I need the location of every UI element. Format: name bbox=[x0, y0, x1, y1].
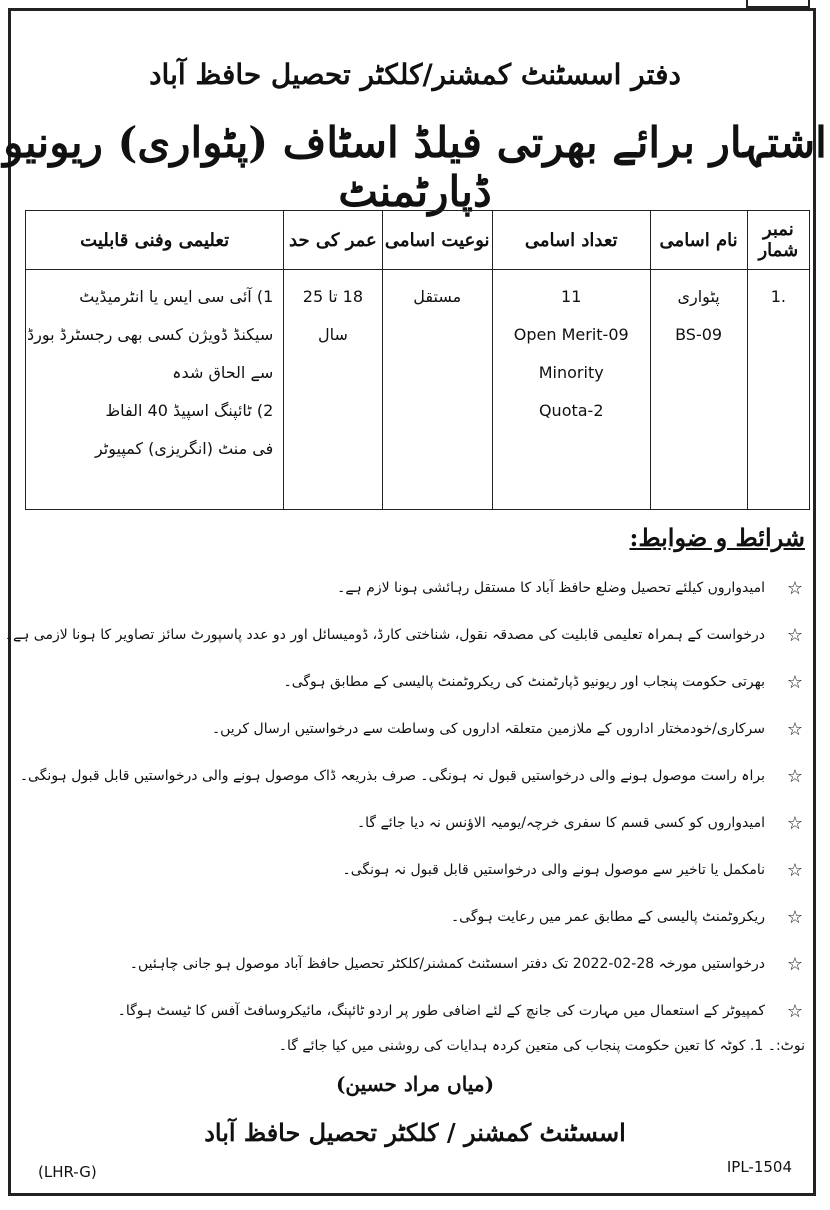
office-heading: دفتر اسسٹنٹ کمشنر/کلکٹر تحصیل حافظ آباد bbox=[149, 58, 681, 91]
header-serial: نمبر شمار bbox=[747, 211, 809, 270]
serial-number: 1. bbox=[770, 287, 786, 306]
header-count: تعداد اسامی bbox=[492, 211, 650, 270]
cell-qualification bbox=[26, 270, 284, 510]
qualification-line: 2) ٹائپنگ اسپیڈ 40 الفاظ bbox=[105, 401, 274, 420]
star-icon: ☆ bbox=[786, 907, 804, 928]
header-age: عمر کی حد bbox=[284, 211, 382, 270]
quota-note: نوٹ:۔ 1. کوٹہ کا تعین حکومت پنجاب کی متعین کردہ ہدایات کی روشنی میں کیا جائے گا۔ bbox=[278, 1038, 805, 1054]
qualification-line: سے الحاق شدہ bbox=[172, 363, 274, 382]
qualification-line: سیکنڈ ڈویژن کسی بھی رجسٹرڈ بورڈ bbox=[27, 325, 274, 344]
list-item bbox=[50, 706, 805, 753]
star-icon: ☆ bbox=[786, 860, 804, 881]
post-name: پٹواری bbox=[677, 287, 720, 306]
list-item bbox=[19, 753, 805, 800]
age-range: 18 تا 25 bbox=[302, 287, 364, 306]
list-item bbox=[50, 800, 805, 847]
header-qualification: تعلیمی وفنی قابلیت bbox=[26, 211, 284, 270]
table-header-row bbox=[26, 211, 810, 270]
condition-text: ریکروٹمنٹ پالیسی کے مطابق عمر میں رعایت ہوگی۔ bbox=[450, 909, 765, 925]
condition-text: امیدواروں کیلئے تحصیل وضلع حافظ آباد کا مستقل رہائشی ہونا لازم ہے۔ bbox=[337, 580, 765, 596]
star-icon: ☆ bbox=[786, 1001, 804, 1022]
post-count: 11 bbox=[561, 287, 582, 306]
signatory-name: (میاں مراد حسین) bbox=[335, 1072, 495, 1096]
star-icon: ☆ bbox=[786, 719, 804, 740]
post-nature: مستقل bbox=[413, 287, 462, 306]
minority-line-1: Minority bbox=[538, 363, 604, 382]
star-icon: ☆ bbox=[786, 954, 804, 975]
list-item bbox=[50, 988, 805, 1035]
header-nature: نوعیت اسامی bbox=[382, 211, 492, 270]
conditions-title: شرائط و ضوابط: bbox=[629, 523, 805, 552]
top-edge-tab bbox=[746, 0, 810, 8]
condition-text: درخواست کے ہمراہ تعلیمی قابلیت کی مصدقہ نقول، شناختی کارڈ، ڈومیسائل اور دو عدد پاسپورٹ سائز تصاویر کا ہونا لازمی ہے۔ bbox=[4, 627, 765, 643]
cell-count bbox=[492, 270, 650, 510]
condition-text: براہ راست موصول ہونے والی درخواستیں قبول نہ ہونگی۔ صرف بذریعہ ڈاک موصول ہونے والی درخواستیں قابل قبول ہونگی۔ bbox=[19, 768, 765, 784]
cell-nature bbox=[382, 270, 492, 510]
star-icon: ☆ bbox=[786, 672, 804, 693]
header-post-name: نام اسامی bbox=[650, 211, 747, 270]
condition-text: درخواستیں مورخہ 28-02-2022 تک دفتر اسسٹنٹ کمشنر/کلکٹر تحصیل حافظ آباد موصول ہو جانی چاہئیں۔ bbox=[129, 956, 765, 972]
condition-text: سرکاری/خودمختار اداروں کے ملازمین متعلقہ اداروں کی وساطت سے درخواستیں ارسال کریں۔ bbox=[211, 721, 765, 737]
minority-line-2: Quota-2 bbox=[538, 401, 604, 420]
cell-post-name bbox=[650, 270, 747, 510]
star-icon: ☆ bbox=[786, 578, 804, 599]
condition-text: بھرتی حکومت پنجاب اور ریونیو ڈپارٹمنٹ کی ریکروٹمنٹ پالیسی کے مطابق ہوگی۔ bbox=[283, 674, 765, 690]
star-icon: ☆ bbox=[786, 625, 804, 646]
advertisement-title: اشتہار برائے بھرتی فیلڈ اسٹاف (پٹواری) ریونیو ڈپارٹمنٹ bbox=[3, 118, 827, 216]
star-icon: ☆ bbox=[786, 766, 804, 787]
star-icon: ☆ bbox=[786, 813, 804, 834]
age-unit: سال bbox=[317, 325, 348, 344]
post-scale: BS-09 bbox=[675, 325, 723, 344]
posts-table bbox=[25, 210, 810, 510]
list-item bbox=[50, 941, 805, 988]
list-item bbox=[50, 847, 805, 894]
cell-age bbox=[284, 270, 382, 510]
open-merit: Open Merit-09 bbox=[513, 325, 629, 344]
qualification-line: 1) آئی سی ایس یا انٹرمیڈیٹ bbox=[79, 287, 274, 306]
condition-text: امیدواروں کو کسی قسم کا سفری خرچہ/یومیہ الاؤنس نہ دیا جائے گا۔ bbox=[356, 815, 765, 831]
list-item bbox=[50, 565, 805, 612]
publication-code-left: (LHR-G) bbox=[38, 1163, 97, 1181]
condition-text: کمپیوٹر کے استعمال میں مہارت کی جانچ کے لئے اضافی طور پر اردو ٹائپنگ، مائیکروسافٹ آفس کا ٹیسٹ ہوگا۔ bbox=[117, 1003, 765, 1019]
list-item bbox=[50, 659, 805, 706]
condition-text: نامکمل یا تاخیر سے موصول ہونے والی درخواستیں قابل قبول نہ ہونگی۔ bbox=[342, 862, 765, 878]
table-row bbox=[26, 270, 810, 510]
list-item bbox=[50, 894, 805, 941]
signatory-title: اسسٹنٹ کمشنر / کلکٹر تحصیل حافظ آباد bbox=[204, 1118, 626, 1147]
list-item bbox=[4, 612, 805, 659]
conditions-list bbox=[4, 565, 805, 1035]
cell-serial bbox=[747, 270, 809, 510]
qualification-line: فی منٹ (انگریزی) کمپیوٹر bbox=[94, 439, 274, 458]
publication-code-right: IPL-1504 bbox=[726, 1158, 792, 1176]
